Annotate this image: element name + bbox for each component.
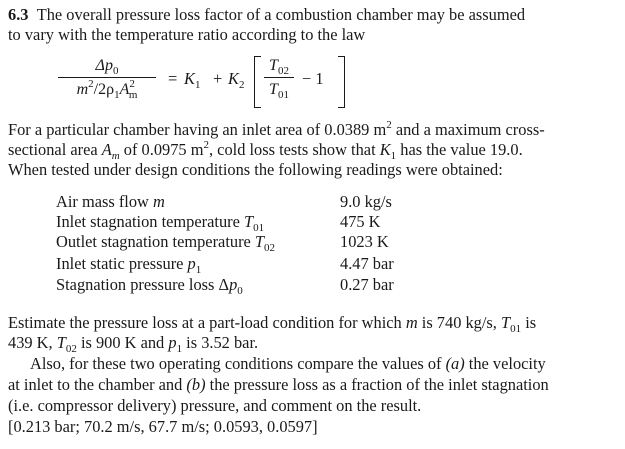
k2-term: $K_2$: [228, 69, 245, 91]
equals-sign: =: [168, 69, 178, 88]
para2-line-2: 439 K, $T_{02}$ is 900 K and $p_1$ is 3.52 bar.: [8, 333, 259, 355]
para2-line-1: Estimate the pressure loss at a part-load condition for which m is 740 kg/s, $T_{01}$ is: [8, 313, 537, 335]
para3-line-2: at inlet to the chamber and (b) the pressure loss as a fraction of the inlet stagnation: [8, 375, 549, 394]
para1-line-3: When tested under design conditions the following readings were obtained:: [8, 160, 503, 179]
reading-label: Inlet stagnation temperature $T_{01}$: [56, 212, 265, 234]
problem-intro-line-2: to vary with the temperature ratio according to the law: [8, 25, 366, 44]
pressure-loss-equation: [58, 54, 358, 110]
reading-value: 9.0 kg/s: [340, 192, 392, 211]
para1-line-2: sectional area $A_m$ of 0.0975 $m^2$, cold loss tests show that $K_1$ has the value 19.0.: [8, 139, 523, 162]
answer-line: [0.213 bar; 70.2 m/s, 67.7 m/s; 0.0593, 0.0597]: [8, 417, 318, 436]
reading-label: Air mass flow m: [56, 192, 165, 211]
reading-value: 4.47 bar: [340, 254, 394, 273]
reading-label: Inlet static pressure $p_1$: [56, 254, 202, 276]
reading-value: 1023 K: [340, 232, 389, 251]
problem-intro-line-1: 6.3 The overall pressure loss factor of a combustion chamber may be assumed: [8, 5, 526, 24]
reading-value: 0.27 bar: [340, 275, 394, 294]
para3-line-1: Also, for these two operating conditions compare the values of (a) the velocity: [30, 354, 546, 373]
reading-label: Outlet stagnation temperature $T_{02}$: [56, 232, 276, 254]
lhs-fraction: $\Delta p_0$ $m^2/2\rho_1A^2_m$: [58, 56, 156, 100]
plus-sign: +: [213, 69, 223, 88]
left-bracket: [254, 56, 261, 108]
right-bracket: [338, 56, 345, 108]
problem-number: 6.3: [8, 5, 29, 24]
k1-term: $K_1$: [184, 69, 201, 91]
para1-line-1: For a particular chamber having an inlet area of 0.0389 $m^2$ and a maximum cross-: [8, 119, 545, 139]
reading-label: Stagnation pressure loss $\Delta p_0$: [56, 275, 243, 297]
minus-one: − 1: [302, 69, 324, 88]
para3-line-3: (i.e. compressor delivery) pressure, and comment on the result.: [8, 396, 422, 415]
temperature-ratio: $T_{02}$ $T_{01}$: [264, 56, 294, 100]
reading-value: 475 K: [340, 212, 381, 231]
